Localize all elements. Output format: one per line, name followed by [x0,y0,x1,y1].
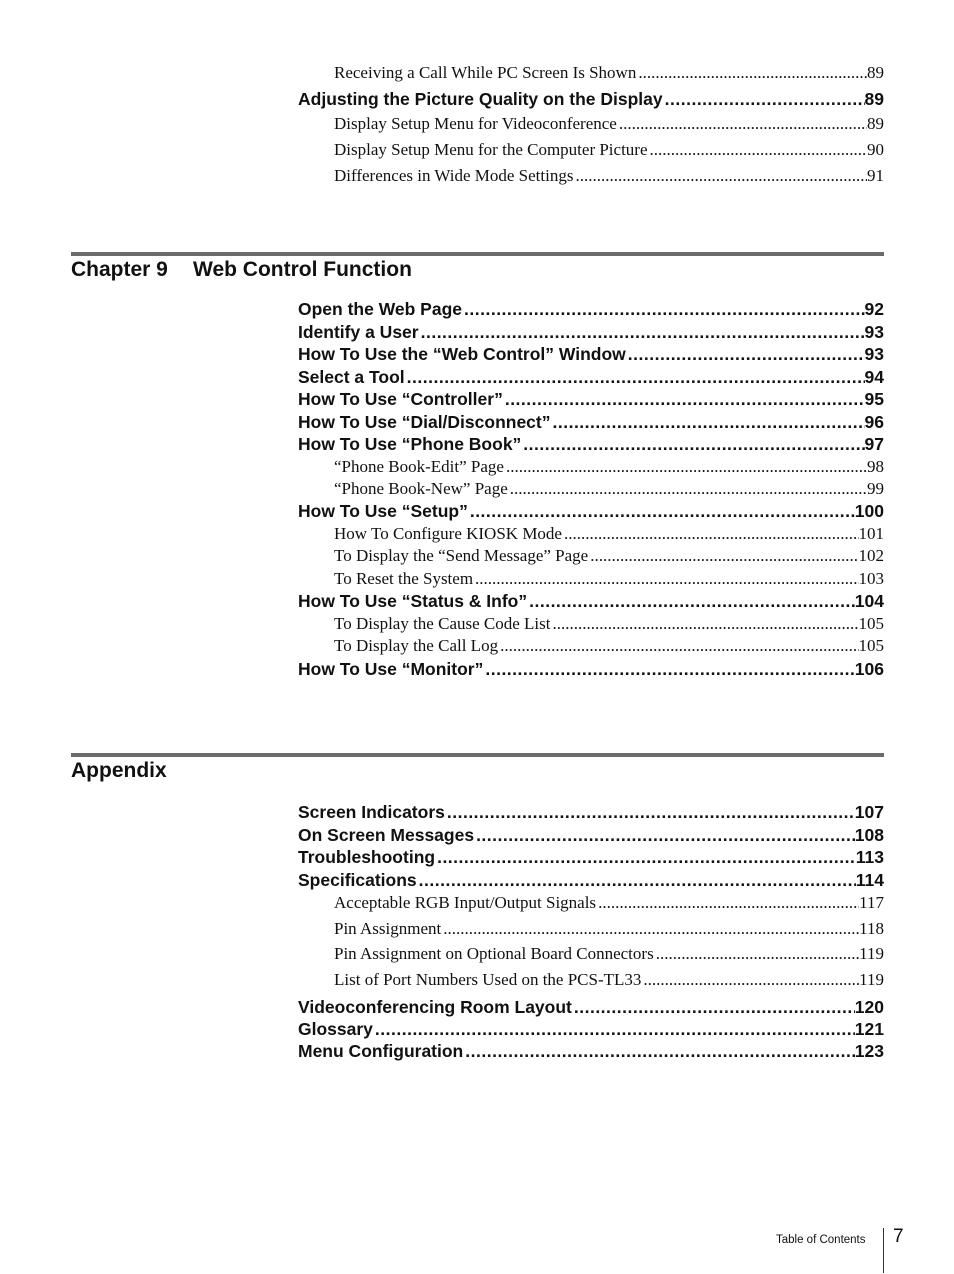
toc-entry[interactable] [298,847,884,868]
toc-entry-title: Select a Tool [298,367,405,387]
footer-divider [883,1228,884,1273]
toc-entry-page: 104 [854,591,884,611]
toc-entry-page: 102 [858,546,884,565]
toc-entry[interactable] [298,1019,884,1040]
toc-entry[interactable] [334,140,884,160]
toc-entry[interactable] [298,367,884,388]
toc-entry[interactable] [298,659,884,680]
toc-entry-page: 119 [859,944,884,963]
toc-entry-title: How To Use “Dial/Disconnect” [298,412,551,432]
leader-dots [419,322,865,343]
toc-entry[interactable] [334,546,884,566]
leader-dots [626,344,865,365]
toc-chapter9-list [298,299,884,689]
appendix-heading [71,759,167,783]
toc-entry-page: 121 [854,1019,884,1039]
leader-dots [641,970,859,990]
leader-dots [474,825,855,846]
leader-dots [663,89,865,110]
toc-entry-page: 94 [864,367,884,387]
toc-entry[interactable] [298,299,884,320]
leader-dots [405,367,865,388]
leader-dots [462,299,865,320]
toc-entry-page: 92 [864,299,884,319]
leader-dots [588,546,858,566]
toc-entry-title: How To Use “Setup” [298,501,468,521]
toc-entry-title: Display Setup Menu for the Computer Picture [334,140,648,159]
leader-dots [551,412,865,433]
toc-entry[interactable] [298,802,884,823]
toc-entry-page: 91 [867,166,884,185]
toc-entry-page: 107 [854,802,884,822]
toc-entry-page: 106 [854,659,884,679]
chapter-title: Web Control Function [193,258,412,281]
leader-dots [562,524,859,544]
toc-entry-page: 90 [867,140,884,159]
leader-dots [572,997,855,1018]
toc-entry-title: How To Configure KIOSK Mode [334,524,562,543]
toc-entry[interactable] [334,479,884,499]
toc-entry-title: “Phone Book-New” Page [334,479,508,498]
toc-entry-page: 108 [854,825,884,845]
toc-entry[interactable] [298,997,884,1018]
toc-entry-title: Menu Configuration [298,1041,464,1061]
toc-entry-page: 89 [864,89,884,109]
toc-entry-title: How To Use “Phone Book” [298,434,522,454]
toc-entry-title: To Display the Cause Code List [334,614,551,633]
toc-entry-title: Open the Web Page [298,299,463,319]
toc-entry-title: Identify a User [298,322,419,342]
toc-entry-page: 99 [867,479,884,498]
leader-dots [648,140,867,160]
leader-dots [636,63,867,83]
toc-entry-page: 100 [854,501,884,521]
toc-entry-page: 93 [864,344,884,364]
leader-dots [473,569,858,589]
leader-dots [463,1041,855,1062]
toc-entry[interactable] [334,893,884,913]
toc-entry[interactable] [298,870,884,891]
toc-entry-title: How To Use “Status & Info” [298,591,528,611]
toc-entry-title: Troubleshooting [298,847,436,867]
toc-entry[interactable] [298,1041,884,1062]
leader-dots [508,479,867,499]
toc-entry-title: Differences in Wide Mode Settings [334,166,574,185]
toc-entry[interactable] [298,591,884,612]
toc-entry-page: 114 [855,870,884,890]
leader-dots [468,501,855,522]
toc-entry[interactable] [334,457,884,477]
toc-entry-page: 89 [867,63,884,82]
leader-dots [483,659,854,680]
toc-entry-page: 93 [864,322,884,342]
toc-entry[interactable] [334,636,884,656]
toc-entry-page: 120 [854,997,884,1017]
chapter-rule [71,252,884,256]
toc-top-section [298,0,884,200]
leader-dots [445,802,855,823]
chapter-number: Chapter 9 [71,258,168,281]
appendix-title: Appendix [71,759,167,782]
toc-entry-title: How To Use “Controller” [298,389,503,409]
leader-dots [373,1019,855,1040]
leader-dots [417,870,856,891]
toc-entry[interactable] [334,944,884,964]
toc-entry-title: How To Use the “Web Control” Window [298,344,626,364]
leader-dots [521,434,864,455]
leader-dots [573,166,867,186]
toc-entry-page: 117 [859,893,884,912]
toc-entry[interactable] [334,524,884,544]
toc-entry-title: Adjusting the Picture Quality on the Display [298,89,663,109]
leader-dots [596,893,859,913]
toc-entry-page: 105 [858,636,884,655]
toc-entry-page: 103 [858,569,884,588]
toc-entry-page: 123 [854,1041,884,1061]
toc-entry[interactable] [298,389,884,410]
toc-entry-page: 119 [859,970,884,989]
toc-entry-title: Display Setup Menu for Videoconference [334,114,617,133]
toc-entry-title: List of Port Numbers Used on the PCS-TL33 [334,970,642,989]
toc-entry-page: 113 [855,847,884,867]
toc-entry[interactable] [334,63,884,83]
toc-entry[interactable] [334,166,884,186]
toc-entry-title: Pin Assignment on Optional Board Connectors [334,944,654,963]
toc-entry-title: Pin Assignment [334,919,442,938]
page-number: 7 [893,1226,904,1247]
toc-entry-title: Glossary [298,1019,373,1039]
toc-entry-page: 95 [864,389,884,409]
toc-entry[interactable] [298,344,884,365]
toc-entry-title: Receiving a Call While PC Screen Is Shown [334,63,637,82]
toc-entry-page: 105 [858,614,884,633]
leader-dots [654,944,859,964]
toc-entry[interactable] [298,412,884,433]
toc-entry-page: 101 [858,524,884,543]
toc-entry[interactable] [298,501,884,522]
toc-entry-page: 96 [864,412,884,432]
toc-entry-title: To Reset the System [334,569,474,588]
leader-dots [617,114,867,134]
toc-entry[interactable] [298,89,884,110]
toc-entry-title: On Screen Messages [298,825,475,845]
toc-entry-title: To Display the “Send Message” Page [334,546,589,565]
toc-entry[interactable] [334,919,884,939]
toc-entry[interactable] [298,322,884,343]
toc-entry-page: 118 [859,919,884,938]
toc-entry-title: How To Use “Monitor” [298,659,484,679]
toc-entry-page: 89 [867,114,884,133]
toc-appendix-list [298,802,884,1072]
toc-entry-title: “Phone Book-Edit” Page [334,457,504,476]
toc-entry[interactable] [334,114,884,134]
toc-entry[interactable] [334,614,884,634]
leader-dots [435,847,856,868]
toc-entry-title: Acceptable RGB Input/Output Signals [334,893,597,912]
toc-entry[interactable] [334,569,884,589]
toc-entry-page: 97 [864,434,884,454]
appendix-rule [71,753,884,757]
leader-dots [527,591,855,612]
toc-entry-title: Videoconferencing Room Layout [298,997,572,1017]
leader-dots [498,636,858,656]
toc-entry[interactable] [334,970,884,990]
leader-dots [441,919,859,939]
leader-dots [550,614,858,634]
toc-entry[interactable] [298,825,884,846]
toc-entry[interactable] [298,434,884,455]
toc-entry-page: 98 [867,457,884,476]
toc-entry-title: Specifications [298,870,417,890]
chapter-heading [71,258,412,282]
leader-dots [504,457,867,477]
footer-section-label: Table of Contents [776,1234,866,1246]
toc-entry-title: Screen Indicators [298,802,445,822]
toc-entry-title: To Display the Call Log [334,636,499,655]
leader-dots [503,389,865,410]
